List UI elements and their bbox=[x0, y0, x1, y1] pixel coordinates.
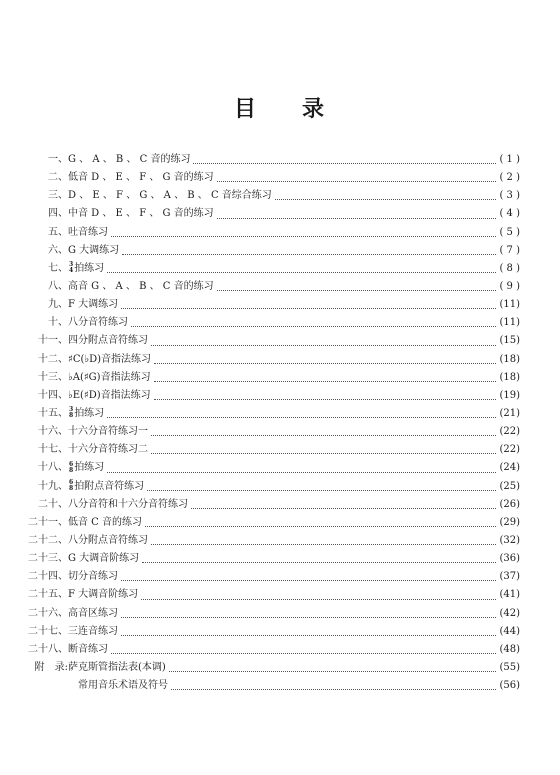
toc-entry[interactable] bbox=[0, 478, 560, 496]
toc-entry-title bbox=[68, 423, 148, 441]
toc-page-number: (24) bbox=[499, 462, 520, 474]
toc-entry-number: 二十二、 bbox=[28, 534, 68, 546]
toc-page-number: (29) bbox=[499, 516, 520, 528]
toc-entry-title bbox=[78, 677, 168, 695]
dot-leader bbox=[107, 272, 496, 273]
toc-entry[interactable] bbox=[0, 514, 560, 532]
toc-entry-text: 中音 D 、 E 、 F 、 G 音的练习 bbox=[68, 208, 214, 220]
dot-leader bbox=[111, 236, 496, 237]
time-signature-bottom: 8 bbox=[69, 466, 74, 474]
toc-entry-title bbox=[68, 514, 142, 532]
toc-entry-title bbox=[68, 405, 104, 423]
toc-entry-title bbox=[68, 169, 214, 187]
toc-entry-number: 三、 bbox=[48, 190, 68, 202]
toc-entry-text: 十六分音符练习一 bbox=[68, 426, 148, 438]
dot-leader bbox=[107, 472, 496, 473]
toc-page-number: (55) bbox=[499, 661, 520, 673]
toc-entry-title bbox=[68, 568, 118, 586]
toc-entry-title bbox=[68, 586, 138, 604]
toc-entry[interactable] bbox=[0, 496, 560, 514]
toc-entry-text: 八分音符和十六分音符练习 bbox=[68, 498, 188, 510]
toc-entry-number: 六、 bbox=[48, 244, 68, 256]
toc-page-number: ( 8 ) bbox=[499, 262, 520, 274]
dot-leader bbox=[191, 508, 496, 509]
toc-entry-number: 二十一、 bbox=[28, 516, 68, 528]
toc-entry[interactable] bbox=[0, 314, 560, 332]
toc-page-number: (18) bbox=[499, 371, 520, 383]
toc-entry[interactable] bbox=[0, 459, 560, 477]
toc-entry-text: 十六分音符练习二 bbox=[68, 444, 148, 456]
time-signature-bottom: 4 bbox=[69, 267, 74, 275]
toc-entry-text: 断音练习 bbox=[68, 643, 108, 655]
dot-leader bbox=[141, 599, 496, 600]
toc-entry-number: 十七、 bbox=[38, 444, 68, 456]
time-signature bbox=[69, 462, 73, 474]
toc-entry-number: 二十六、 bbox=[28, 607, 68, 619]
toc-entry[interactable] bbox=[0, 187, 560, 205]
toc-entry-title bbox=[68, 659, 166, 677]
dot-leader bbox=[131, 326, 496, 327]
dot-leader bbox=[121, 617, 496, 618]
dot-leader bbox=[122, 254, 496, 255]
toc-entry[interactable] bbox=[0, 260, 560, 278]
toc-entry-number: 二十八、 bbox=[28, 643, 68, 655]
page-title bbox=[0, 92, 560, 123]
toc-entry[interactable] bbox=[0, 623, 560, 641]
toc-entry-text: G 大调音阶练习 bbox=[68, 553, 140, 565]
toc-entry[interactable] bbox=[0, 278, 560, 296]
toc-entry-text: ♭E(♯D)音指法练习 bbox=[68, 389, 151, 401]
dot-leader bbox=[193, 163, 496, 164]
toc-entry[interactable] bbox=[0, 532, 560, 550]
toc-entry-text: 切分音练习 bbox=[68, 571, 118, 583]
toc-page-number: ( 5 ) bbox=[499, 226, 520, 238]
toc-entry[interactable] bbox=[0, 332, 560, 350]
dot-leader bbox=[151, 435, 496, 436]
toc-entry-title bbox=[68, 496, 188, 514]
toc-entry[interactable] bbox=[0, 351, 560, 369]
toc-page-number: (26) bbox=[499, 498, 520, 510]
toc-entry[interactable] bbox=[0, 550, 560, 568]
toc-entry-number: 九、 bbox=[48, 299, 68, 311]
toc-entry-number: 四、 bbox=[48, 208, 68, 220]
dot-leader bbox=[151, 453, 496, 454]
toc-entry[interactable] bbox=[0, 659, 560, 677]
toc-entry-text: G 、 A 、 B 、 C 音的练习 bbox=[68, 154, 191, 165]
toc-entry-number: 十八、 bbox=[38, 462, 68, 474]
toc-entry-number: 十三、 bbox=[38, 371, 68, 383]
toc-entry-title bbox=[68, 296, 118, 314]
toc-entry-number: 十九、 bbox=[38, 480, 68, 492]
toc-entry-number: 附 录: bbox=[34, 661, 68, 673]
toc-entry-number: 十一、 bbox=[38, 335, 68, 347]
toc-entry-text: 拍练习 bbox=[74, 407, 105, 419]
toc-entry-title bbox=[68, 441, 148, 459]
toc-entry[interactable] bbox=[0, 423, 560, 441]
toc-entry-text: 拍练习 bbox=[74, 262, 105, 274]
toc-entry-title bbox=[68, 478, 144, 496]
toc-page-number: (48) bbox=[499, 643, 520, 655]
toc-page-number: (18) bbox=[499, 353, 520, 365]
toc-entry-text: 拍练习 bbox=[74, 462, 105, 474]
toc-entry-text: 低音 D 、 E 、 F 、 G 音的练习 bbox=[68, 172, 214, 184]
toc-entry-text: 低音 C 音的练习 bbox=[68, 516, 143, 528]
toc-entry-title bbox=[68, 532, 148, 550]
toc-entry-text: 拍附点音符练习 bbox=[74, 480, 145, 492]
title-char-1: 目 bbox=[233, 97, 258, 122]
toc-entry-title bbox=[68, 242, 119, 260]
toc-entry-title bbox=[68, 187, 272, 205]
toc-page-number: (15) bbox=[499, 335, 520, 347]
toc-entry-number: 十二、 bbox=[38, 353, 68, 365]
toc-page-number: ( 2 ) bbox=[499, 172, 520, 184]
dot-leader bbox=[145, 526, 496, 527]
toc-entry-title bbox=[68, 351, 151, 369]
toc-entry-number: 十六、 bbox=[38, 426, 68, 438]
toc-entry[interactable] bbox=[0, 605, 560, 623]
toc-page-number: (44) bbox=[499, 625, 520, 637]
dot-leader bbox=[154, 363, 496, 364]
toc-entry[interactable] bbox=[0, 677, 560, 695]
toc-entry-text: 萨克斯管指法表(本调) bbox=[68, 661, 166, 673]
time-signature-bottom: 8 bbox=[69, 412, 74, 420]
dot-leader bbox=[107, 417, 496, 418]
toc-entry-title bbox=[68, 369, 151, 387]
toc-entry-text: 高音区练习 bbox=[68, 607, 118, 619]
toc-entry[interactable] bbox=[0, 387, 560, 405]
toc-entry-text: 吐音练习 bbox=[68, 226, 108, 238]
toc-entry-title bbox=[68, 641, 108, 659]
toc-page-number: (22) bbox=[499, 444, 520, 456]
time-signature-top: 3 bbox=[69, 406, 74, 414]
toc-page-number: ( 1 ) bbox=[499, 154, 520, 165]
dot-leader bbox=[151, 345, 496, 346]
toc-entry-number: 二、 bbox=[48, 172, 68, 184]
toc-entry-number: 二十五、 bbox=[28, 589, 68, 601]
toc-entry-text: 常用音乐术语及符号 bbox=[78, 680, 168, 692]
dot-leader bbox=[121, 580, 496, 581]
toc-entry-title bbox=[68, 224, 108, 242]
toc-page-number: ( 7 ) bbox=[499, 244, 520, 256]
toc-entry-text: G 大调练习 bbox=[68, 244, 120, 256]
dot-leader bbox=[169, 671, 497, 672]
dot-leader bbox=[217, 290, 497, 291]
toc-page-number: (56) bbox=[499, 680, 520, 692]
toc-entry-title bbox=[68, 623, 118, 641]
toc-entry-number: 二十七、 bbox=[28, 625, 68, 637]
dot-leader bbox=[171, 689, 496, 690]
toc-entry[interactable] bbox=[0, 242, 560, 260]
toc-entry-title bbox=[68, 205, 214, 223]
toc-entry[interactable] bbox=[0, 405, 560, 423]
toc-entry-text: ♯C(♭D)音指法练习 bbox=[68, 353, 152, 365]
toc-entry[interactable] bbox=[0, 369, 560, 387]
toc-entry-title bbox=[68, 550, 139, 568]
toc-page-number: (11) bbox=[499, 317, 520, 329]
toc-entry-title bbox=[68, 605, 118, 623]
toc-entry-title bbox=[68, 459, 104, 477]
title-char-2: 录 bbox=[302, 97, 327, 122]
dot-leader bbox=[111, 653, 496, 654]
toc-entry[interactable] bbox=[0, 441, 560, 459]
toc-entry-title bbox=[68, 387, 151, 405]
toc-page-number: (19) bbox=[499, 389, 520, 401]
time-signature-top: 3 bbox=[69, 261, 74, 269]
toc-entry[interactable] bbox=[0, 296, 560, 314]
toc-entry-text: 高音 G 、 A 、 B 、 C 音的练习 bbox=[68, 280, 214, 292]
toc-entry[interactable] bbox=[0, 641, 560, 659]
toc-entry-number: 二十四、 bbox=[28, 571, 68, 583]
dot-leader bbox=[121, 308, 496, 309]
toc-entry-text: D 、 E 、 F 、 G 、 A 、 B 、 C 音综合练习 bbox=[68, 190, 272, 202]
toc-page-number: ( 3 ) bbox=[499, 190, 520, 202]
toc-entry-title bbox=[68, 151, 190, 169]
toc-entry-number: 七、 bbox=[48, 262, 68, 274]
toc-page-number: (22) bbox=[499, 426, 520, 438]
toc-entry-text: ♭A(♯G)音指法练习 bbox=[68, 371, 151, 383]
toc-page-number: ( 4 ) bbox=[499, 208, 520, 220]
toc-entry-number: 五、 bbox=[48, 226, 68, 238]
time-signature-bottom: 8 bbox=[69, 485, 74, 493]
time-signature-top: 6 bbox=[69, 479, 74, 487]
toc-page-number: (11) bbox=[499, 299, 520, 311]
toc-entry-number: 十四、 bbox=[38, 389, 68, 401]
toc-entry[interactable] bbox=[0, 586, 560, 604]
table-of-contents bbox=[0, 151, 560, 695]
toc-entry-text: F 大调练习 bbox=[68, 299, 119, 311]
toc-entry-number: 一、 bbox=[48, 154, 68, 165]
toc-entry-title bbox=[68, 332, 148, 350]
toc-page-number: (41) bbox=[499, 589, 520, 601]
toc-page-number: (25) bbox=[499, 480, 520, 492]
toc-page-number: (37) bbox=[499, 571, 520, 583]
toc-page-number: ( 9 ) bbox=[499, 280, 520, 292]
time-signature bbox=[69, 262, 73, 274]
dot-leader bbox=[121, 635, 496, 636]
dot-leader bbox=[147, 490, 496, 491]
dot-leader bbox=[142, 562, 496, 563]
toc-page-number: (36) bbox=[499, 553, 520, 565]
dot-leader bbox=[217, 218, 497, 219]
toc-entry-text: 八分附点音符练习 bbox=[68, 534, 148, 546]
toc-entry[interactable] bbox=[0, 205, 560, 223]
toc-entry-number: 八、 bbox=[48, 280, 68, 292]
dot-leader bbox=[275, 199, 497, 200]
toc-entry-text: F 大调音阶练习 bbox=[68, 589, 139, 601]
toc-entry[interactable] bbox=[0, 568, 560, 586]
time-signature bbox=[69, 407, 73, 419]
toc-page-number: (21) bbox=[499, 407, 520, 419]
toc-entry-number: 二十、 bbox=[38, 498, 68, 510]
toc-entry-number: 十、 bbox=[48, 317, 68, 329]
time-signature-top: 6 bbox=[69, 460, 74, 468]
toc-entry[interactable] bbox=[0, 151, 560, 169]
dot-leader bbox=[154, 381, 497, 382]
toc-entry-text: 三连音练习 bbox=[68, 625, 118, 637]
toc-entry-text: 八分音符练习 bbox=[68, 317, 128, 329]
toc-entry-number: 十五、 bbox=[38, 407, 68, 419]
dot-leader bbox=[217, 181, 497, 182]
toc-entry-title bbox=[68, 278, 214, 296]
toc-page-number: (32) bbox=[499, 534, 520, 546]
dot-leader bbox=[151, 544, 496, 545]
toc-entry-title bbox=[68, 260, 104, 278]
toc-entry[interactable] bbox=[0, 224, 560, 242]
toc-entry-title bbox=[68, 314, 128, 332]
toc-page-number: (42) bbox=[499, 607, 520, 619]
toc-entry-text: 四分附点音符练习 bbox=[68, 335, 148, 347]
toc-entry-number: 二十三、 bbox=[28, 553, 68, 565]
toc-entry[interactable] bbox=[0, 169, 560, 187]
time-signature bbox=[69, 480, 73, 492]
dot-leader bbox=[154, 399, 497, 400]
